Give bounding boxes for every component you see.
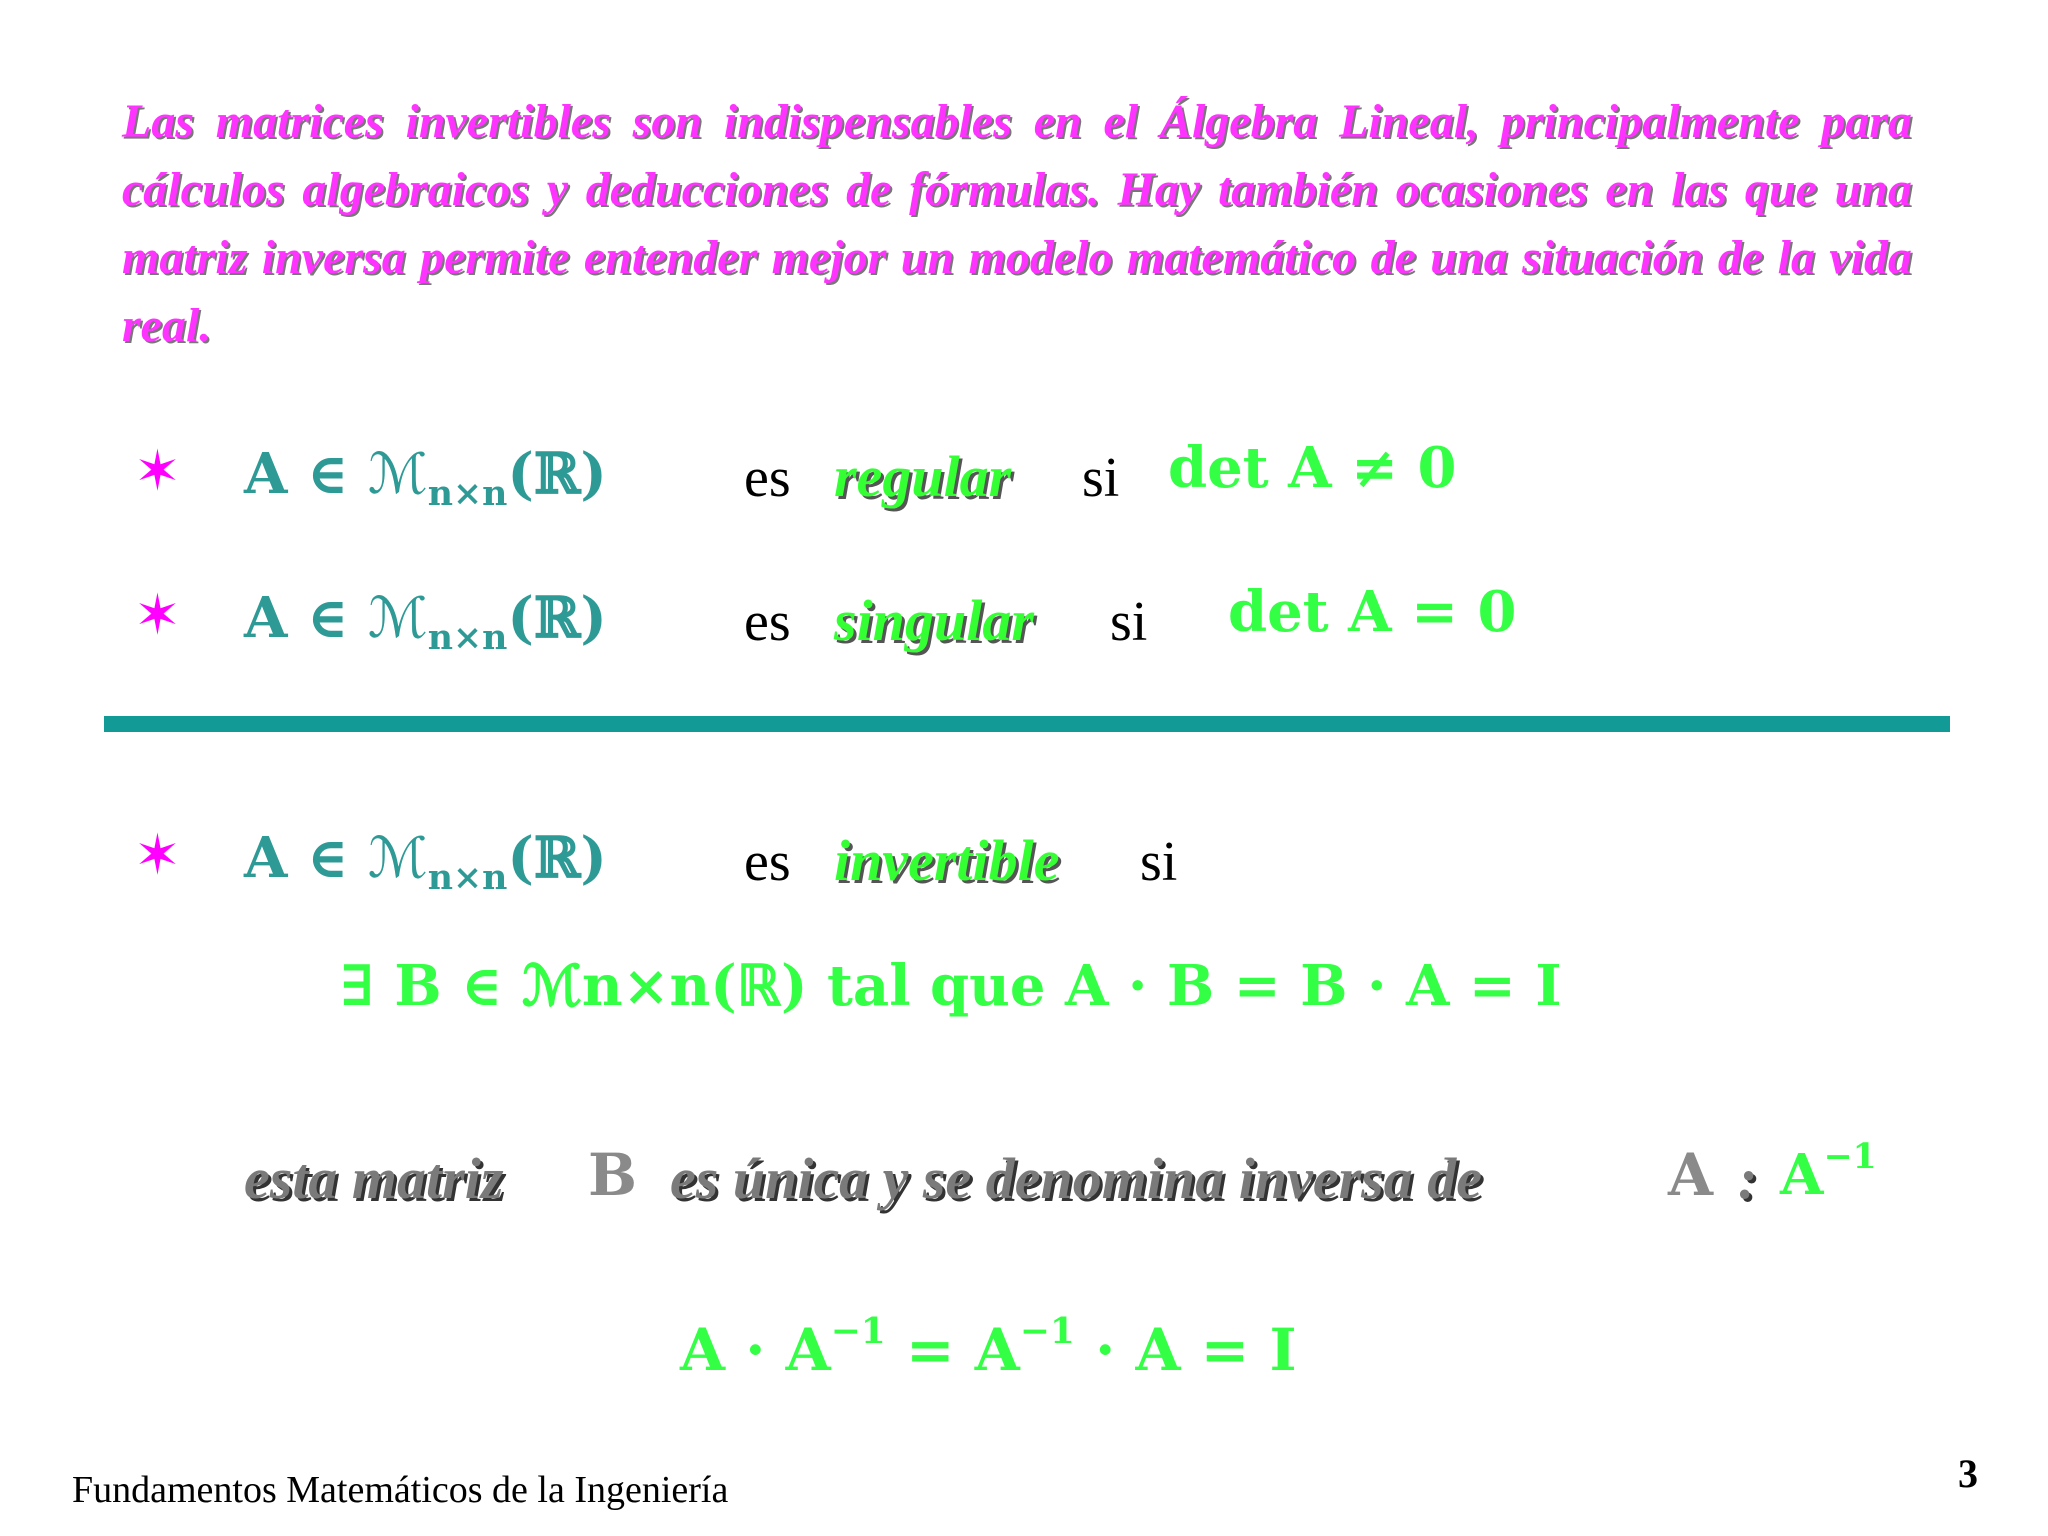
si-word: si (1082, 447, 1120, 509)
term-singular: singular (834, 588, 1034, 653)
footer-course-title: Fundamentos Matemáticos de la Ingeniería (72, 1469, 729, 1511)
matrix-set-expression: A ∈ ℳ$_{n\times n}$(ℝ) (244, 585, 607, 659)
page-number: 3 (1958, 1451, 1978, 1496)
term-invertible: invertible (834, 828, 1060, 893)
es-word: es (744, 831, 791, 893)
condition-det-nonzero: det A ≠ 0 (1168, 435, 1457, 501)
es-word: es (744, 447, 791, 509)
uniqueness-text-1: esta matriz (244, 1146, 504, 1211)
matrix-set-expression: A ∈ ℳ$_{n\times n}$(ℝ) (244, 441, 607, 515)
colon: : (1738, 1146, 1758, 1211)
inverse-identity-formula: $A \cdot A^{-1} = A^{-1} \cdot A = I$ (680, 1310, 1297, 1384)
section-divider (104, 716, 1950, 732)
symbol-B: B (588, 1141, 638, 1209)
definition-regular (0, 435, 2048, 520)
definition-invertible (0, 824, 2048, 904)
si-word: si (1140, 831, 1178, 893)
intro-paragraph: Las matrices invertibles son indispensables en el Álgebra Lineal, principalmente para cálculos algebraicos y deducciones de fórmulas. Hay también ocasiones en las que una matriz inversa permite entender mejor un modelo matemático de una situación de la vida real. (122, 95, 1912, 352)
uniqueness-text-2: es única y se denomina inversa de (670, 1146, 1482, 1211)
term-regular: regular (834, 444, 1012, 509)
es-word: es (744, 591, 791, 653)
condition-det-zero: det A = 0 (1228, 579, 1517, 645)
matrix-set-expression: A ∈ ℳ$_{n\times n}$(ℝ) (244, 825, 607, 899)
si-word: si (1110, 591, 1148, 653)
definition-singular (0, 579, 2048, 664)
existence-formula: ∃ B ∈ ℳn×n(ℝ) tal que A · B = B · A = I (340, 953, 1562, 1019)
symbol-A: A (1668, 1141, 1714, 1209)
bullet-star-icon: ✶ (134, 823, 181, 888)
bullet-star-icon: ✶ (134, 583, 181, 648)
bullet-star-icon: ✶ (134, 439, 181, 504)
inverse-symbol: $A^{-1}$ (1780, 1136, 1877, 1209)
